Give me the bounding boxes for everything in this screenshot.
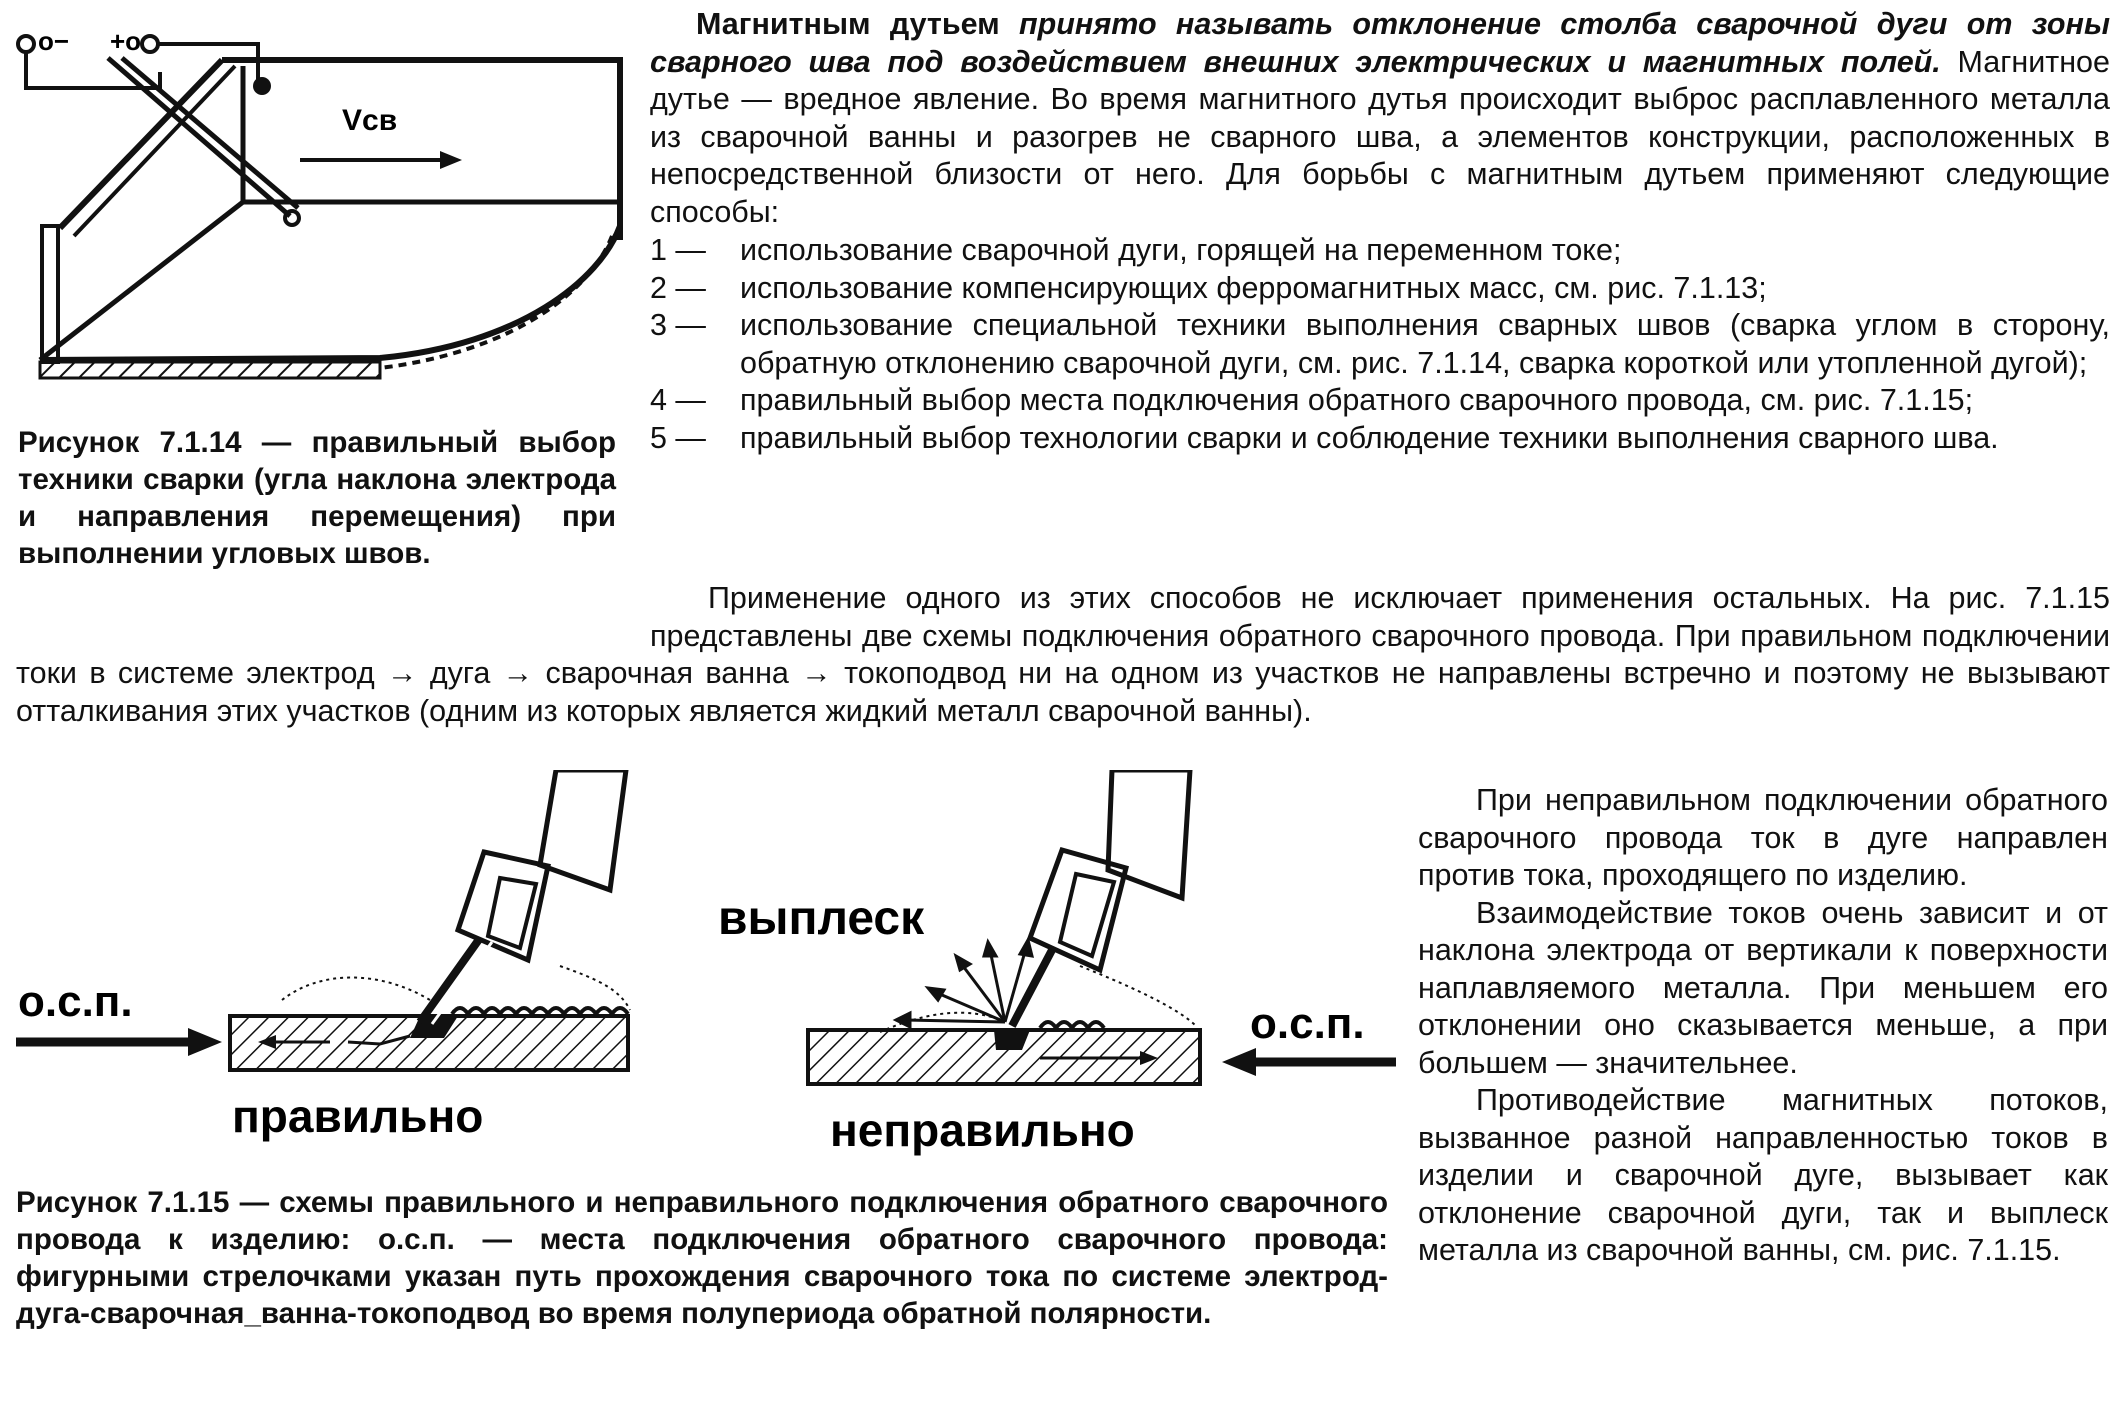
plus-pole-label: +o bbox=[110, 26, 142, 56]
list-item: 4 — правильный выбор места подключения обратного сварочного провода, см. рис. 7.1.15; bbox=[650, 383, 1974, 417]
application-paragraph: Применение одного из этих способов не исключает применения остальных. На рис. 7.1.15 представлены две схемы подключения обратного сварочного провода. При правильном подключении токи в системе электрод → дуга → сварочная ванна → токоподвод ни на одном из участков не направлены встречно и поэтому не вызывают отталкивания этих участков (одним из которых является жидкий металл сварочной ванны). bbox=[16, 581, 2110, 728]
label-correct: правильно bbox=[232, 1090, 484, 1142]
velocity-arrow-icon bbox=[440, 151, 462, 169]
electrode-holder-left bbox=[420, 770, 626, 1024]
right-column-text bbox=[1418, 782, 2108, 1270]
electrode-holder-right bbox=[1012, 770, 1190, 1026]
list-item: 2 — использование компенсирующих ферромагнитных масс, см. рис. 7.1.13; bbox=[650, 270, 1767, 305]
plus-terminal-icon bbox=[142, 36, 158, 52]
right-paragraph-1: При неправильном подключении обратного сварочного провода ток в дуге направлен против тока, проходящего по изделию. bbox=[1418, 783, 2108, 892]
intro-definition: принято называть отклонение столба сварочной дуги от зоны сварного шва под воздействием внешних электрических и магнитных полей. bbox=[650, 7, 2110, 79]
list-item: 1 — использование сварочной дуги, горящей на переменном токе; bbox=[650, 233, 1622, 267]
splash-label: выплеск bbox=[718, 892, 925, 945]
figure-7-1-14-caption: Рисунок 7.1.14 — правильный выбор техники сварки (угла наклона электрода и направления перемещения) при выполнении угловых швов. bbox=[18, 426, 616, 570]
figure-7-1-15-caption: Рисунок 7.1.15 — схемы правильного и неправильного подключения обратного сварочного провода к изделию: о.с.п. — места подключения обратного сварочного провода: фигурными стрелочками указан путь прохождения сварочного тока по системе электрод-дуга-сварочная_ванна-токоподвод во время полупериода обратной полярности. bbox=[16, 1186, 1388, 1330]
right-paragraph-3: Противодействие магнитных потоков, вызванное разной направленностью токов в изделии и сварочной дуге, вызывает как отклонение сварочной дуги, так и выплеск металла из сварочной ванны, см. рис. 7.1.15. bbox=[1418, 1083, 2108, 1267]
velocity-label: Vсв bbox=[342, 104, 398, 137]
intro-term: Магнитным дутьем bbox=[696, 7, 1000, 41]
minus-pole-label: o− bbox=[38, 26, 70, 56]
osp-right-arrow-icon bbox=[1222, 1048, 1256, 1076]
splash-arrows bbox=[896, 940, 1032, 1027]
methods-list bbox=[650, 232, 2110, 457]
minus-terminal-icon bbox=[18, 36, 34, 52]
osp-left-label: о.с.п. bbox=[18, 977, 133, 1026]
right-paragraph-2: Взаимодействие токов очень зависит и от наклона электрода от вертикали к поверхности наплавляемого металла. При меньшем его отклонении оно сказывается меньше, а при большем — значительнее. bbox=[1418, 895, 2108, 1080]
list-item: 5 — правильный выбор технологии сварки и соблюдение техники выполнения сварного шва. bbox=[650, 420, 1999, 455]
osp-left-arrow-icon bbox=[188, 1028, 222, 1056]
osp-right-label: о.с.п. bbox=[1250, 999, 1365, 1048]
intro-paragraph bbox=[650, 6, 2110, 231]
label-wrong: неправильно bbox=[830, 1104, 1135, 1156]
figure-7-1-15 bbox=[0, 770, 1410, 1170]
list-item: 3 — использование специальной техники выполнения сварных швов (сварка углом в сторону, обратную отклонению сварочной дуги, см. рис. 7.1.14, сварка короткой или утопленной дугой); bbox=[650, 308, 2110, 380]
intro-body: Магнитное дутье — вредное явление. Во время магнитного дутья происходит выброс расплавленного металла из сварочной ванны и разогрев не сварного шва, а элементов конструкции, расположенных в непосредственной близости от него. Для борьбы с магнитным дутьем применяют следующие способы: bbox=[650, 44, 2110, 229]
figure-7-1-14 bbox=[0, 0, 630, 395]
